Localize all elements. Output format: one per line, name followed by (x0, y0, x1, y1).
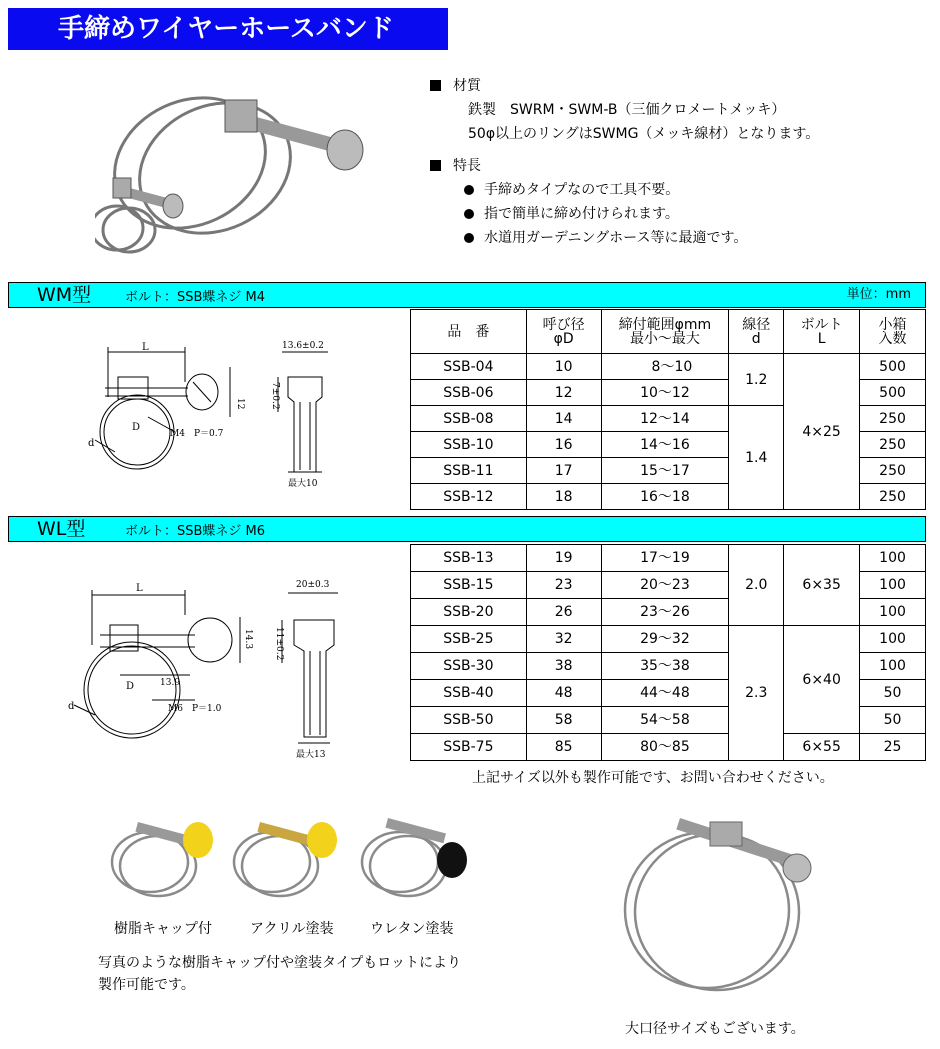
header-part: 品 番 (411, 310, 527, 354)
square-bullet-icon (430, 80, 441, 91)
bolt-cell: 4×25 (784, 354, 860, 510)
dim-L: L (142, 342, 149, 353)
large-diameter-note: 大口径サイズもございます。 (625, 1021, 805, 1037)
dim-d: d (68, 701, 75, 712)
table-row: SSB-75 85 80～85 6×55 25 (411, 734, 926, 761)
wm-technical-drawing (60, 322, 390, 502)
table-row: SSB-13 19 17～19 2.0 6×35 100 (411, 545, 926, 572)
table-row: SSB-10 16 14～16 250 (411, 432, 926, 458)
dim-height: 7±0.2 (270, 382, 280, 410)
variant-photos (100, 800, 480, 910)
dim-D: D (132, 422, 141, 433)
bullet-dot-icon (464, 185, 474, 195)
custom-size-note: 上記サイズ以外も製作可能です、お問い合わせください。 (472, 770, 834, 786)
unit-label: 単位：mm (846, 287, 911, 302)
material-line-1: 鉄製 SWRM・SWM-B（三価クロメートメッキ） (468, 102, 786, 118)
table-row: SSB-20 26 23～26 100 (411, 599, 926, 626)
material-line-2: 50φ以上のリングはSWMG（メッキ線材）となります。 (468, 126, 820, 142)
feature-item: 水道用ガーデニングホース等に最適です。 (484, 230, 748, 246)
table-row: SSB-15 23 20～23 100 (411, 572, 926, 599)
dim-12: 12 (235, 398, 245, 410)
dim-max: 最大10 (288, 479, 318, 489)
wm-spec-table (410, 309, 926, 510)
wl-technical-drawing (60, 565, 390, 765)
feature-item: 手締めタイプなので工具不要。 (484, 182, 680, 198)
features-label: 特長 (453, 158, 481, 174)
feature-item: 指で簡単に締め付けられます。 (484, 206, 679, 222)
header-box: 小箱 入数 (860, 310, 926, 354)
table-row: SSB-25 32 29～32 2.3 6×40 100 (411, 626, 926, 653)
bullet-dot-icon (464, 233, 474, 243)
product-photo-clamps (95, 88, 385, 258)
table-row: SSB-50 58 54～58 50 (411, 707, 926, 734)
variant-label-resin-cap: 樹脂キャップ付 (114, 921, 212, 937)
large-diameter-photo (615, 800, 845, 1000)
dim-max: 最大13 (296, 750, 326, 760)
square-bullet-icon (430, 160, 441, 171)
thread-spec: M4 P＝0.7 (170, 429, 224, 439)
bullet-dot-icon (464, 209, 474, 219)
table-row: SSB-04 10 8～10 1.2 4×25 500 (411, 354, 926, 380)
wm-type-band (8, 282, 926, 308)
table-row: SSB-30 38 35～38 100 (411, 653, 926, 680)
dim-L: L (136, 583, 143, 594)
wire-cell: 2.0 (729, 545, 784, 626)
material-section (430, 74, 819, 250)
dim-14-3: 14.3 (243, 629, 253, 650)
dim-width: 20±0.3 (296, 580, 330, 590)
header-range: 締付範囲φmm 最小～最大 (601, 310, 729, 354)
wl-type-label: WL型 (37, 518, 86, 540)
wl-type-band (8, 516, 926, 542)
wl-bolt-label: ボルト：SSB蝶ネジ M6 (125, 524, 266, 539)
wm-type-label: WM型 (37, 284, 92, 306)
table-row: SSB-06 12 10～12 500 (411, 380, 926, 406)
table-row: SSB-08 14 12～14 1.4 250 (411, 406, 926, 432)
table-row: SSB-11 17 15～17 250 (411, 458, 926, 484)
wire-cell: 1.2 (729, 354, 784, 406)
header-nominal: 呼び径 φD (526, 310, 601, 354)
variants-note-line-1: 写真のような樹脂キャップ付や塗装タイプもロットにより (98, 955, 462, 971)
dim-13-9: 13.9 (160, 678, 181, 688)
wire-cell: 2.3 (729, 626, 784, 761)
dim-d: d (88, 438, 95, 449)
header-bolt: ボルト L (784, 310, 860, 354)
dim-height: 11±0.2 (274, 627, 284, 661)
dim-width: 13.6±0.2 (282, 341, 324, 351)
table-row: SSB-12 18 16～18 250 (411, 484, 926, 510)
wm-bolt-label: ボルト：SSB蝶ネジ M4 (125, 290, 266, 305)
variant-label-acrylic: アクリル塗装 (250, 921, 334, 937)
page-title: 手締めワイヤーホースバンド (8, 8, 448, 50)
bolt-cell: 6×35 (784, 545, 860, 626)
table-row: SSB-40 48 44～48 50 (411, 680, 926, 707)
header-wire: 線径 d (729, 310, 784, 354)
wire-cell: 1.4 (729, 406, 784, 510)
bolt-cell: 6×55 (784, 734, 860, 761)
variants-note-line-2: 製作可能です。 (98, 977, 195, 993)
material-label: 材質 (453, 78, 481, 94)
wl-spec-table (410, 544, 926, 761)
dim-D: D (126, 681, 135, 692)
bolt-cell: 6×40 (784, 626, 860, 734)
variant-label-urethane: ウレタン塗装 (370, 921, 454, 937)
thread-spec: M6 P＝1.0 (168, 704, 222, 714)
